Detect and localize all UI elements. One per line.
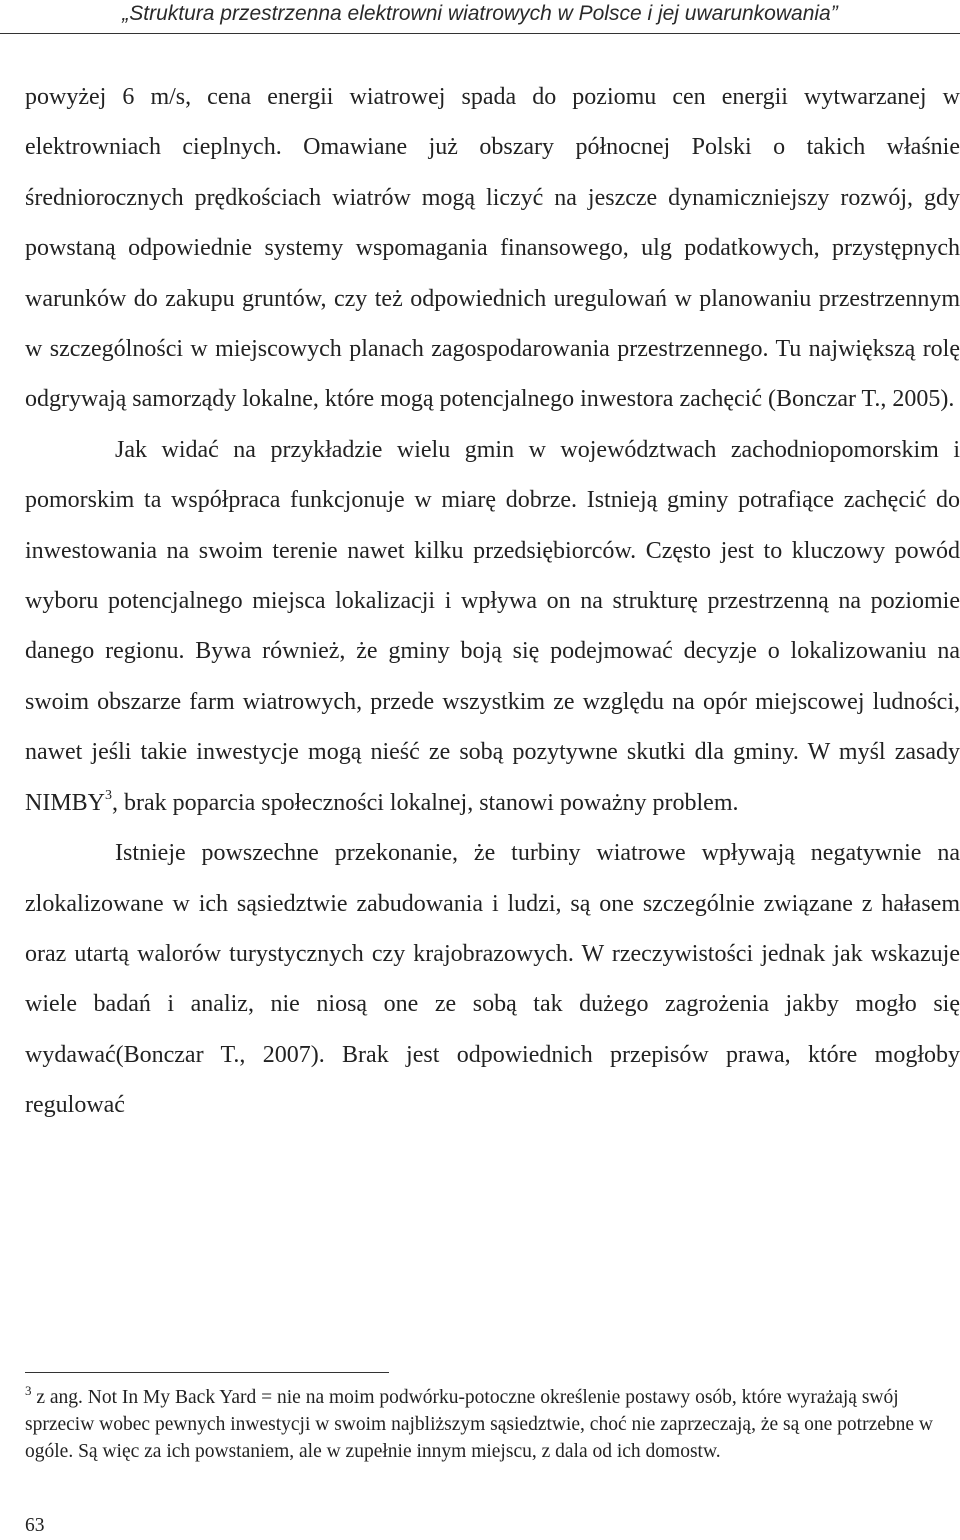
paragraph-text: , brak poparcia społeczności lokalnej, stanowi poważny problem.	[112, 789, 739, 816]
footnote-separator	[25, 1372, 389, 1373]
page-number: 63	[25, 1515, 45, 1536]
footnote-text: z ang. Not In My Back Yard = nie na moim podwórku-potoczne określenie postawy osób, które wyrażają swój sprzeciw wobec pewnych inwestycji w swoim najbliższym sąsiedztwie, choć nie zaprzeczają, że są one potrzebne w ogóle. Są więc za ich powstaniem, ale w zupełnie innym miejscu, z dala od ich domostw.	[25, 1387, 934, 1462]
paragraph	[25, 425, 960, 828]
footnote	[25, 1384, 950, 1465]
paragraph-text: Jak widać na przykładzie wielu gmin w województwach zachodniopomorskim i pomorskim ta współpraca funkcjonuje w miarę dobrze. Istnieją gminy potrafiące zachęcić do inwestowania na swoim terenie nawet kilku przedsiębiorców. Często jest to kluczowy powód wyboru potencjalnego miejsca lokalizacji i wpływa on na strukturę przestrzenną na poziomie danego regionu. Bywa również, że gminy boją się podejmować decyzje o lokalizowaniu na swoim obszarze farm wiatrowych, przede wszystkim ze względu na opór miejscowej ludności, nawet jeśli takie inwestycje mogą nieść ze sobą pozytywne skutki dla gminy. W myśl zasady NIMBY	[25, 436, 960, 816]
footnote-number: 3	[25, 1383, 32, 1398]
paragraph: powyżej 6 m/s, cena energii wiatrowej spada do poziomu cen energii wytwarzanej w elektrowniach cieplnych. Omawiane już obszary północnej Polski o takich właśnie średniorocznych prędkościach wiatrów mogą liczyć na jeszcze dynamiczniejszy rozwój, gdy powstaną odpowiednie systemy wspomagania finansowego, ulg podatkowych, przystępnych warunków do zakupu gruntów, czy też odpowiednich uregulowań w planowaniu przestrzennym w szczególności w miejscowych planach zagospodarowania przestrzennego. Tu największą rolę odgrywają samorządy lokalne, które mogą potencjalnego inwestora zachęcić (Bonczar T., 2005).	[25, 84, 960, 413]
main-text	[25, 72, 960, 1131]
paragraph: Istnieje powszechne przekonanie, że turbiny wiatrowe wpływają negatywnie na zlokalizowane w ich sąsiedztwie zabudowania i ludzi, są one szczególnie związane z hałasem oraz utartą walorów turystycznych czy krajobrazowych. W rzeczywistości jednak jak wskazuje wiele badań i analiz, nie niosą one ze sobą tak dużego zagrożenia jakby mogło się wydawać(Bonczar T., 2007). Brak jest odpowiednich przepisów prawa, które mogłoby regulować	[25, 840, 960, 1119]
running-header	[0, 0, 960, 34]
footnote-reference[interactable]: 3	[105, 787, 113, 803]
running-header-title: „Struktura przestrzenna elektrowni wiatrowych w Polsce i jej uwarunkowania”	[122, 2, 838, 25]
